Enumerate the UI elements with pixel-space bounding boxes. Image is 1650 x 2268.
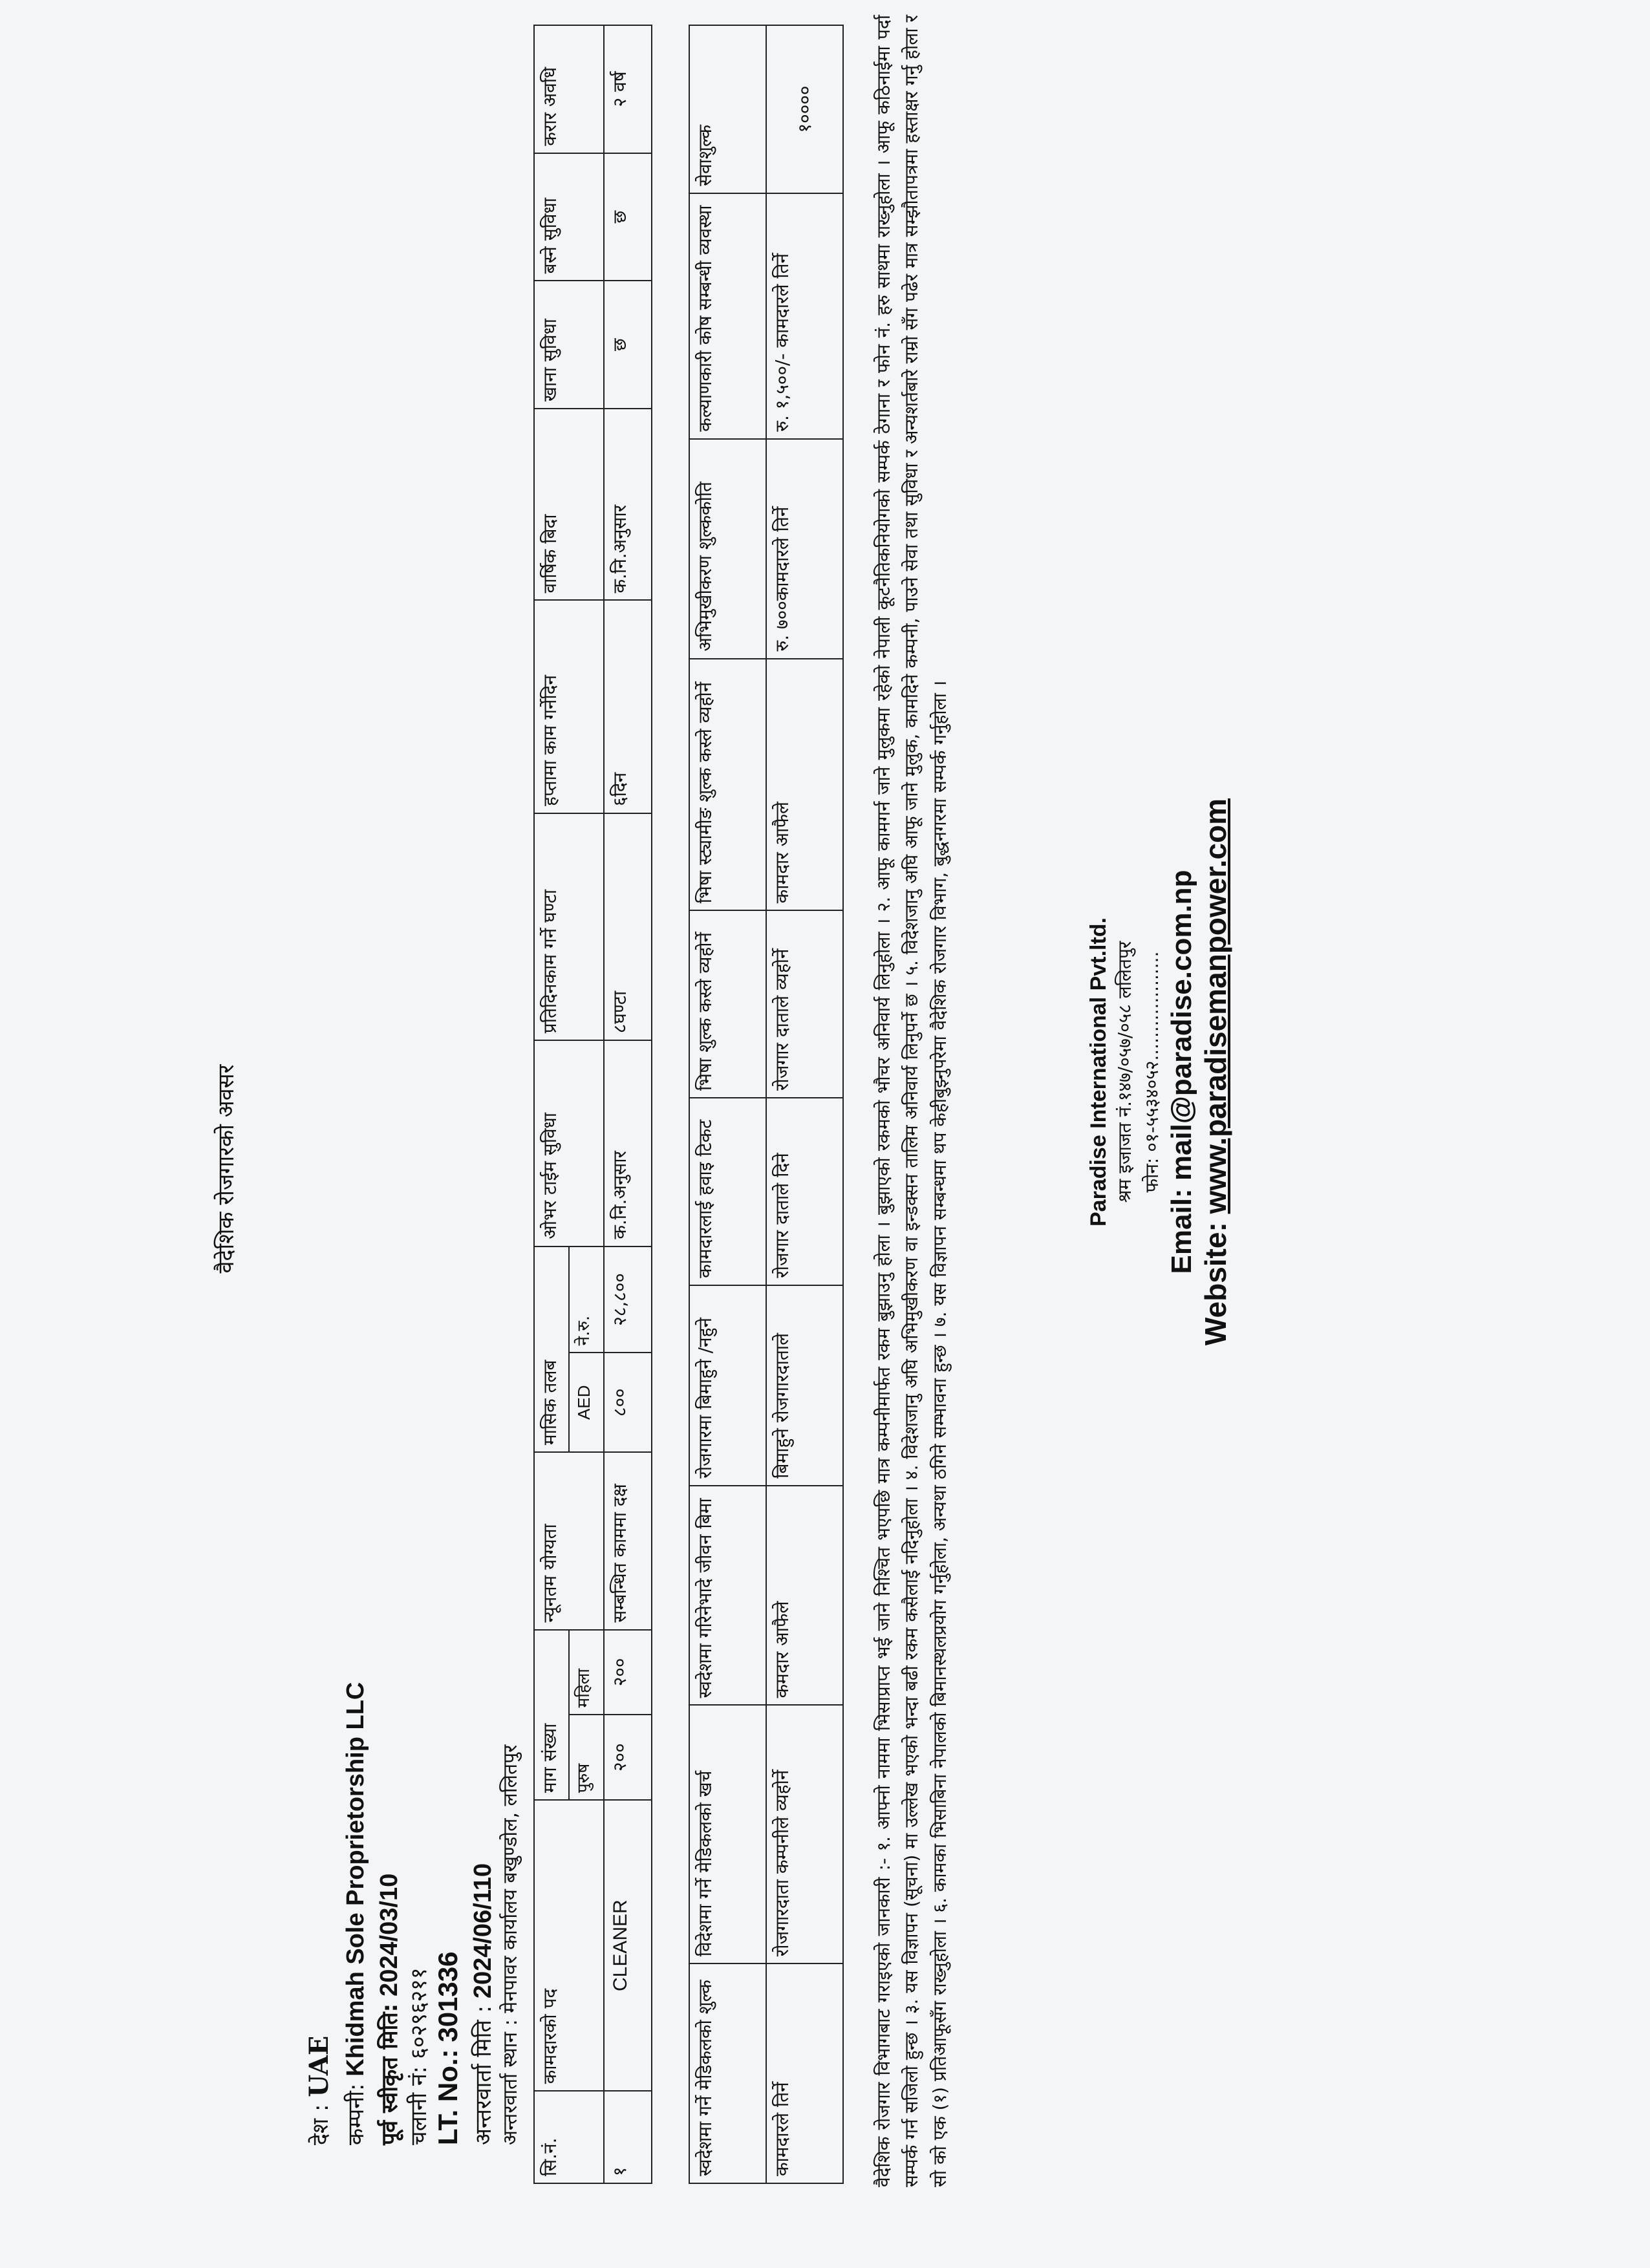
department-notice: वैदेशिक रोजगार विभागबाट गराइएको जानकारी :- १. आफ्नो नाममा भिसाप्राप्त भई जाने निश्चित भएपछि मात्र कम्पनीमार्फत रकम बुझाउनु होला । बुझाएको रकमको भौचर अनिवार्य लिनुहोला । २. आफू कामगर्न जाने मुलुकमा रहेको नेपाली कूटनैतिकनियोगको सम्पर्क ठेगाना र फोन नं. हरु साथमा राख्नुहोला । आफू कठिनाईमा पर्दा सम्पर्क गर्न सजिलो हुन्छ । ३. यस विज्ञापन (सूचना) मा उल्लेख भएको भन्दा बढी रकम कसैलाई नदिनुहोला । ४. विदेशजानु अघि अभिमुखीकरण वा इन्डक्सन तालिम अनिवार्य लिनुपर्ने छ । ५. विदेशजानु अघि आफू जाने मुलुक, कामदिने कम्पनी, पाउने सेवा तथा सुविधा र अन्यशर्तबारे राम्रो सँग पढेर मात्र सम्झौतापत्रमा हस्ताक्षर गर्नु होला र सो को एक (१) प्रतिआफूसँग राख्नुहोला । ६. कामका भिसाबिना नेपालको बिमानस्थलप्रयोग गर्नुहोला, अन्यथा ठगिने सम्भावना हुन्छ । ७. यस विज्ञापन सम्बन्धमा थप केहीबुझ्नुपरेमा वैदेशिक रोजगार विभाग, बुद्धनगरमा सम्पर्क गर्नुहोला ।: [873, 15, 950, 2187]
header-demand: माग संख्या: [534, 1630, 569, 1801]
fees-table: [689, 25, 844, 2184]
country-line: [304, 2036, 335, 2145]
cell-accommodation: छ: [604, 153, 652, 281]
header-aed: AED: [569, 1353, 604, 1452]
country-label: देश :: [308, 2104, 334, 2145]
header-accommodation: बस्ने सुविधा: [534, 153, 604, 281]
fees-header-air-ticket: कामदारलाई हवाइ टिकट: [689, 1098, 766, 1285]
agency-name: Paradise International Pvt.ltd.: [1086, 917, 1111, 1227]
cell-position: CLEANER: [604, 1800, 652, 2091]
header-male: पुरुष: [569, 1715, 604, 1800]
table-row: [604, 25, 652, 2183]
approval-date: 2024/03/10: [376, 1873, 403, 1996]
cell-female: २००: [604, 1630, 652, 1715]
fees-cell-foreign-medical: रोजगारदाता कम्पनीले व्यहोर्ने: [766, 1705, 843, 1963]
header-annual-leave: वार्षिक बिदा: [534, 409, 604, 600]
fees-header-welfare-fund: कल्याणकारी कोष सम्बन्धी व्यवस्था: [689, 193, 766, 439]
fees-header-home-medical: स्वदेशमा गर्ने मेडिकलको शुल्क: [689, 1963, 766, 2183]
header-weekly-days: हप्तामा काम गर्नेदिन: [534, 600, 604, 813]
header-position: कामदारको पद: [534, 1800, 604, 2091]
lt-number: 301336: [433, 1951, 463, 2042]
dispatch-line: [406, 1967, 433, 2145]
header-food: खाना सुविधा: [534, 281, 604, 409]
header-salary: मासिक तलब: [534, 1246, 569, 1452]
dispatch-label: चलानी नं:: [406, 2066, 432, 2145]
fees-header-employment-insurance: रोजगारमा बिमाहुने /नहुने: [689, 1285, 766, 1486]
cell-annual-leave: क.नि.अनुसार: [604, 409, 652, 600]
fees-cell-welfare-fund: रु. १,५००/- कामदारले तिर्ने: [766, 193, 843, 439]
lt-line: [432, 1952, 464, 2146]
fees-cell-orientation: रु. ७००कामदारले तिर्ने: [766, 439, 843, 659]
interview-date-line: [469, 1863, 498, 2145]
cell-weekly-days: ६दिन: [604, 600, 652, 813]
fees-cell-visa-stamping: कामदार आफैले: [766, 659, 843, 911]
header-qualification: न्यूनतम योग्यता: [534, 1452, 604, 1630]
dispatch-number: ६०२९६२११: [406, 1967, 432, 2059]
fees-header-row: [689, 25, 766, 2183]
cell-npr: २८,८००: [604, 1246, 652, 1353]
cell-sn: १: [604, 2091, 652, 2183]
agency-email[interactable]: Email: mail@paradise.com.np: [1166, 870, 1197, 1274]
company-label: कम्पनी:: [343, 2083, 369, 2145]
job-details-table: [533, 25, 652, 2184]
fees-cell-air-ticket: रोजगार दाताले दिने: [766, 1098, 843, 1285]
fees-header-visa-stamping: भिषा स्ट्यामीङ शुल्क कस्ले व्यहोर्ने: [689, 659, 766, 911]
company-name: Khidmah Sole Proprietorship LLC: [342, 1682, 369, 2077]
page-title: वैदेशिक रोजगारको अवसर: [213, 1064, 239, 1274]
cell-contract: २ वर्ष: [604, 25, 652, 153]
cell-food: छ: [604, 281, 652, 409]
interview-place-line: [499, 1745, 522, 2145]
company-line: [341, 1682, 371, 2145]
header-npr: ने.रु.: [569, 1246, 604, 1353]
approval-label: पूर्व स्वीकृत मिति:: [377, 2003, 403, 2145]
fees-header-visa-fee: भिषा शुल्क कस्ले व्यहोर्ने: [689, 910, 766, 1098]
agency-website-link[interactable]: www.paradisemanpower.com: [1199, 798, 1232, 1214]
fees-cell-visa-fee: रोजगार दाताले व्यहोर्ने: [766, 910, 843, 1098]
interview-place: मेनपावर कार्यालय बखुण्डोल, ललितपुर: [499, 1744, 522, 2013]
lt-label: LT. No.:: [433, 2049, 463, 2145]
fees-header-life-insurance: स्वदेशमा गरिनेभादे जीवन बिमा: [689, 1486, 766, 1706]
interview-date: 2024/06/110: [469, 1863, 497, 1999]
cell-daily-hours: ८घण्टा: [604, 813, 652, 1040]
agency-footer: [1086, 652, 1233, 1492]
interview-place-label: अन्तरवार्ता स्थान :: [499, 2019, 522, 2145]
country-value: UAE: [304, 2035, 334, 2097]
agency-license: श्रम इजाजत नं.१४७/०५७/०५८ ललितपुर: [1114, 941, 1135, 1203]
cell-qualification: सम्बन्धित काममा दक्ष: [604, 1452, 652, 1630]
fees-header-service-fee: सेवाशुल्क: [689, 25, 766, 193]
agency-website-label: Website:: [1199, 1214, 1232, 1346]
fees-cell-service-fee: १००००: [766, 25, 843, 193]
fees-cell-employment-insurance: बिमाहुने रोजगारदाताले: [766, 1285, 843, 1486]
header-overtime: ओभर टाईम सुविधा: [534, 1040, 604, 1246]
agency-website-line: [1198, 652, 1233, 1492]
interview-date-label: अन्तरवार्ता मिति :: [471, 2005, 497, 2145]
fees-cell-home-medical: कामदारले तिर्ने: [766, 1963, 843, 2183]
cell-overtime: क.नि.अनुसार: [604, 1040, 652, 1246]
agency-phone: फोन: ०१-५५३४०५२...................: [1141, 951, 1162, 1193]
header-daily-hours: प्रतिदिनकाम गर्ने घण्टा: [534, 813, 604, 1040]
header-female: महिला: [569, 1630, 604, 1715]
cell-aed: ८००: [604, 1353, 652, 1452]
approval-line: [375, 1874, 405, 2145]
fees-header-foreign-medical: विदेशमा गर्ने मेडिकलको खर्च: [689, 1705, 766, 1963]
header-contract: करार अवधि: [534, 25, 604, 153]
cell-male: २००: [604, 1715, 652, 1800]
fees-cell-life-insurance: कमदार आफैले: [766, 1486, 843, 1706]
fees-header-orientation: अभिमुखीकरण शुल्ककोति: [689, 439, 766, 659]
header-sn: सि.नं.: [534, 2091, 604, 2183]
fees-value-row: [766, 25, 843, 2183]
